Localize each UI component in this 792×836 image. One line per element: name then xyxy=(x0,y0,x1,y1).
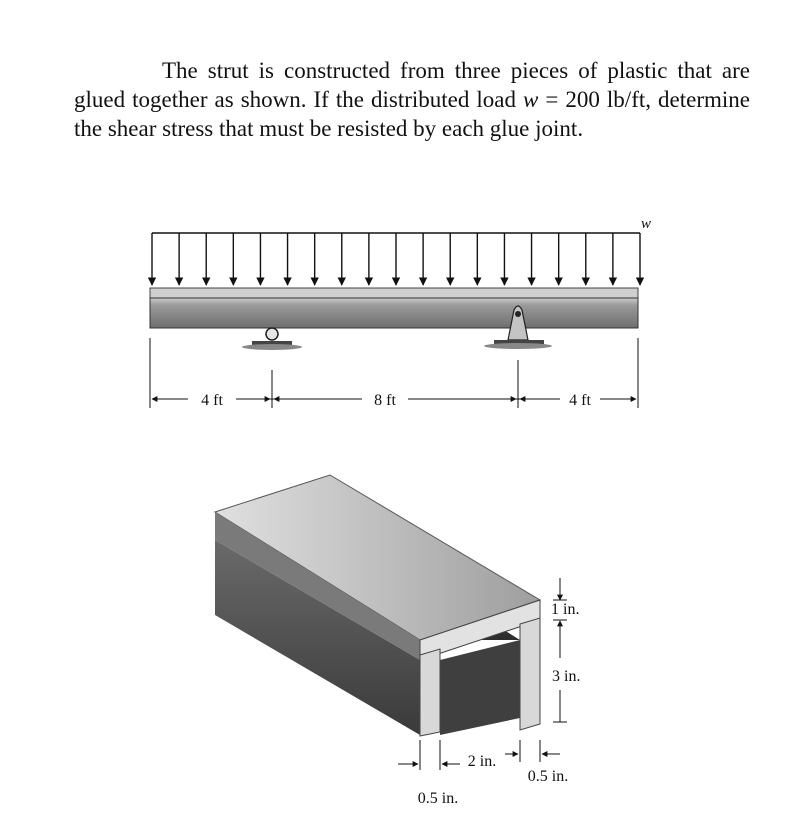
strut-left-web-end xyxy=(420,649,440,736)
load-variable: w xyxy=(523,87,539,112)
beam-body xyxy=(150,298,638,328)
roller-support xyxy=(242,328,302,350)
problem-question: determine the shear stress that must be resisted by each glue joint. xyxy=(74,87,750,141)
load-value: = 200 lb/ft, xyxy=(538,87,651,112)
beam-top-face xyxy=(150,288,638,298)
dim-right-label: 4 ft xyxy=(569,392,591,409)
problem-intro: The strut is constructed from three pieces of plastic that are glued together as shown. If the distributed load xyxy=(74,58,750,112)
section-vertical-dimensions xyxy=(553,578,567,722)
strut-inner-back xyxy=(440,640,520,735)
dim-middle-label: 8 ft xyxy=(374,392,396,409)
gap-width-label: 2 in. xyxy=(467,753,497,770)
load-arrows xyxy=(152,233,640,285)
dim-left-label: 4 ft xyxy=(201,392,223,409)
pin-icon xyxy=(515,311,521,317)
top-thickness-label: 1 in. xyxy=(551,601,580,618)
pin-ground xyxy=(484,343,552,349)
distributed-load xyxy=(152,233,640,285)
beam xyxy=(150,288,638,328)
web-height-label: 3 in. xyxy=(552,668,581,685)
load-label: w xyxy=(641,216,652,232)
strut-right-web-end xyxy=(520,618,540,730)
strut-section xyxy=(215,475,540,736)
roller-ground xyxy=(242,344,302,350)
right-web-thickness-label: 0.5 in. xyxy=(527,768,569,785)
left-web-thickness-label: 0.5 in. xyxy=(417,790,459,807)
roller-wheel xyxy=(266,328,278,340)
